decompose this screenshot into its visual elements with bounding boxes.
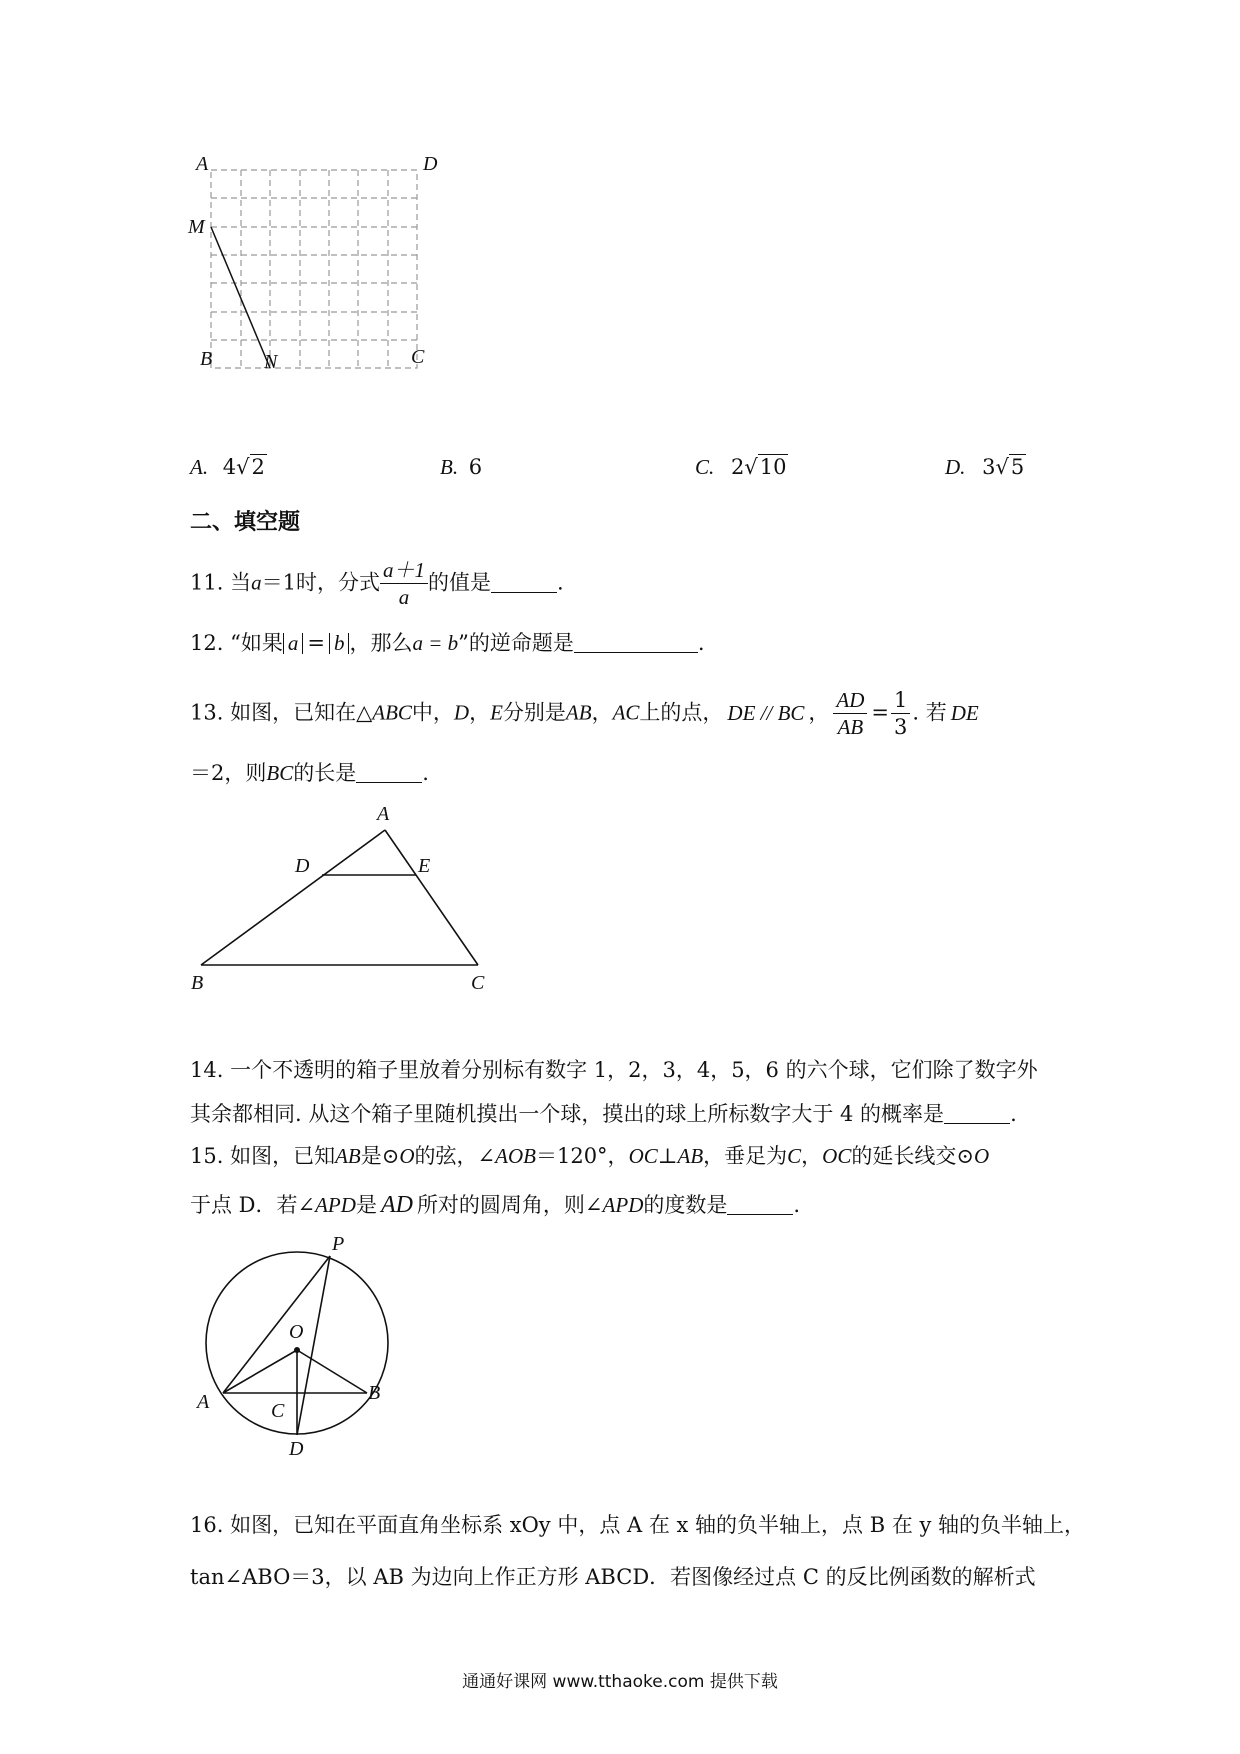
q13-text: . 若 bbox=[912, 700, 947, 725]
q13-var: AC bbox=[612, 700, 640, 725]
q15-text: 如图，已知 bbox=[230, 1144, 336, 1168]
option-a: A. 4√2 bbox=[190, 455, 265, 479]
q12-answer-blank[interactable] bbox=[574, 634, 698, 653]
question-13-line2 bbox=[190, 763, 429, 784]
triangle-figure-q13 bbox=[185, 800, 505, 1000]
q15-text: ＝120°， bbox=[535, 1144, 629, 1168]
q13-text: 上的点， bbox=[639, 700, 724, 725]
q15-text: 于点 D．若∠ bbox=[190, 1193, 316, 1217]
label-p: P bbox=[332, 1233, 345, 1255]
label-a: A bbox=[196, 153, 209, 175]
q12-text: ”的逆命题是 bbox=[458, 631, 574, 655]
q15-var: O bbox=[399, 1144, 415, 1168]
q13-frac-den: AB bbox=[837, 715, 864, 739]
label-n: N bbox=[264, 351, 278, 373]
q13-parallel: DE // BC bbox=[727, 700, 805, 725]
q15-text: 所对的圆周角，则∠ bbox=[416, 1193, 603, 1217]
q13-answer-blank[interactable] bbox=[356, 764, 422, 783]
q13-var: E bbox=[490, 700, 503, 725]
q15-var: AB bbox=[677, 1144, 704, 1168]
q14-answer-blank[interactable] bbox=[944, 1105, 1010, 1124]
circle-figure-q15 bbox=[185, 1225, 415, 1455]
q11-text: ＝1时，分式 bbox=[261, 570, 380, 595]
label-m: M bbox=[188, 216, 205, 238]
footer-source: 通通好课网 www.tthaoke.com 提供下载 bbox=[462, 1672, 778, 1692]
q11-text: . bbox=[556, 570, 564, 595]
q15-text: 的度数是 bbox=[643, 1193, 728, 1217]
q13-ratio-den: 3 bbox=[894, 715, 908, 739]
label-d: D bbox=[295, 855, 310, 877]
q15-var: OC bbox=[822, 1144, 852, 1168]
q13-text: 如图，已知在△ bbox=[230, 700, 373, 725]
q11-fraction bbox=[380, 560, 428, 608]
point-o bbox=[294, 1347, 300, 1353]
option-letter: D. bbox=[945, 455, 966, 479]
q15-text: 的弦，∠ bbox=[414, 1144, 496, 1168]
q11-frac-num: a＋1 bbox=[380, 560, 428, 584]
q13-text: ＝2，则 bbox=[190, 761, 267, 785]
q13-var: DE bbox=[950, 700, 979, 725]
q13-var: AB bbox=[565, 700, 592, 725]
q12-abs-b: b bbox=[329, 633, 350, 654]
q13-ratio-num: 1 bbox=[891, 690, 910, 714]
question-15 bbox=[190, 1146, 989, 1167]
q13-var: ABC bbox=[372, 700, 412, 725]
q11-var: a bbox=[251, 570, 262, 595]
q12-number: 12. bbox=[190, 631, 224, 655]
q12-expr: a = b bbox=[412, 631, 459, 655]
label-b: B bbox=[200, 348, 213, 370]
q13-frac-num: AD bbox=[833, 690, 867, 714]
q15-text: ，垂足为 bbox=[703, 1144, 788, 1168]
label-c: C bbox=[471, 972, 485, 994]
option-radicand: 10 bbox=[759, 455, 787, 479]
option-radicand: 2 bbox=[251, 455, 265, 479]
q13-var: D bbox=[453, 700, 470, 725]
question-14-line1: 14. 一个不透明的箱子里放着分别标有数字 1，2，3，4，5，6 的六个球，它们除了数字外 bbox=[190, 1058, 1038, 1082]
q13-var: BC bbox=[266, 761, 294, 785]
option-letter: B. bbox=[440, 455, 459, 479]
option-coef: 3 bbox=[982, 455, 996, 479]
q13-number: 13. bbox=[190, 700, 224, 725]
question-16-line2: tan∠ABO＝3，以 AB 为边向上作正方形 ABCD．若图像经过点 C 的反比例函数的解析式 bbox=[190, 1565, 1036, 1589]
label-d: D bbox=[423, 153, 438, 175]
q13-text: 的长是 bbox=[293, 761, 357, 785]
q12-text: . bbox=[697, 631, 705, 655]
question-15-line2 bbox=[190, 1193, 800, 1217]
label-c: C bbox=[271, 1400, 285, 1422]
option-coef: 4 bbox=[222, 455, 237, 479]
q11-text: 当 bbox=[230, 570, 252, 595]
q15-var: APD bbox=[315, 1193, 356, 1217]
q15-var: AB bbox=[335, 1144, 361, 1168]
question-13 bbox=[190, 690, 979, 738]
question-16-line1: 16. 如图，已知在平面直角坐标系 xOy 中，点 A 在 x 轴的负半轴上，点 B 在 y 轴的负半轴上， bbox=[190, 1513, 1086, 1537]
q15-text: ， bbox=[801, 1144, 823, 1168]
label-e: E bbox=[418, 855, 431, 877]
question-11 bbox=[190, 560, 564, 608]
q11-text: 的值是 bbox=[427, 570, 491, 595]
q12-text: “如果 bbox=[230, 631, 283, 655]
option-letter: A. bbox=[190, 455, 209, 479]
question-12 bbox=[190, 633, 705, 654]
q11-frac-den: a bbox=[398, 585, 410, 609]
label-b: B bbox=[368, 1382, 381, 1404]
q13-text: . bbox=[422, 761, 429, 785]
section-title: 二、填空题 bbox=[190, 510, 301, 535]
q13-text: ， bbox=[591, 700, 613, 725]
q15-text: 是⊙ bbox=[360, 1144, 400, 1168]
segment-ob bbox=[297, 1350, 367, 1393]
segment-pa bbox=[223, 1256, 330, 1393]
label-a: A bbox=[377, 803, 390, 825]
segment-oa bbox=[223, 1350, 297, 1393]
option-d: D. 3√5 bbox=[945, 455, 1025, 479]
q13-text: ， bbox=[808, 700, 830, 725]
grid-figure-q10 bbox=[180, 150, 470, 425]
option-letter: C. bbox=[695, 455, 715, 479]
q11-number: 11. bbox=[190, 570, 224, 595]
label-c: C bbox=[411, 346, 425, 368]
q12-eq: = bbox=[307, 631, 325, 655]
q15-var: OC bbox=[628, 1144, 658, 1168]
label-a: A bbox=[197, 1391, 210, 1413]
segment-mn bbox=[211, 227, 270, 368]
q15-text: 是 bbox=[355, 1193, 377, 1217]
q15-var: AOB bbox=[495, 1144, 536, 1168]
q15-arc: AD bbox=[380, 1192, 413, 1218]
q14-text: . bbox=[1010, 1102, 1017, 1126]
q15-perp: ⊥ bbox=[657, 1144, 678, 1168]
q15-number: 15. bbox=[190, 1144, 224, 1168]
segment-pd bbox=[297, 1256, 330, 1435]
q13-fraction bbox=[833, 690, 867, 738]
q15-answer-blank[interactable] bbox=[727, 1196, 793, 1215]
q12-text: ，那么 bbox=[349, 631, 413, 655]
q14-text: 其余都相同. 从这个箱子里随机摸出一个球，摸出的球上所标数字大于 4 的概率是 bbox=[190, 1102, 945, 1126]
q13-text: 分别是 bbox=[502, 700, 566, 725]
option-coef: 2 bbox=[730, 455, 745, 479]
q11-answer-blank[interactable] bbox=[491, 574, 557, 593]
option-c: C. 2√10 bbox=[695, 455, 787, 479]
q15-text: . bbox=[793, 1193, 801, 1217]
q15-var: O bbox=[973, 1144, 990, 1168]
q13-eq: = bbox=[871, 700, 890, 725]
side-ab bbox=[201, 830, 385, 965]
label-b: B bbox=[191, 972, 204, 994]
q15-text: 的延长线交⊙ bbox=[851, 1144, 974, 1168]
q13-ratio bbox=[891, 690, 910, 738]
option-radicand: 5 bbox=[1010, 455, 1025, 479]
label-o: O bbox=[289, 1321, 304, 1343]
q13-text: ， bbox=[469, 700, 491, 725]
option-b bbox=[440, 457, 482, 478]
q13-text: 中， bbox=[411, 700, 454, 725]
side-ac bbox=[385, 830, 478, 965]
question-14-line2 bbox=[190, 1104, 1017, 1125]
label-d: D bbox=[289, 1438, 304, 1455]
q12-abs-a: a bbox=[283, 633, 304, 654]
q15-var: C bbox=[787, 1144, 802, 1168]
option-value: 6 bbox=[468, 455, 483, 479]
q15-var: APD bbox=[602, 1193, 644, 1217]
